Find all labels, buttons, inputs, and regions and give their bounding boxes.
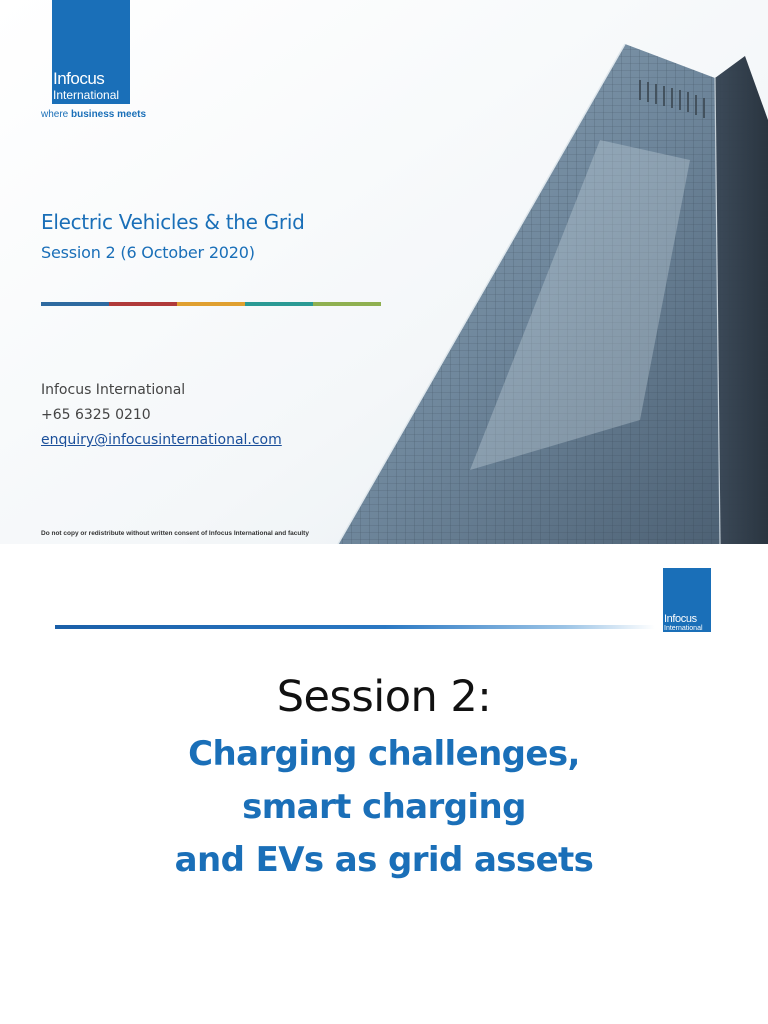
- logo-sub: International: [53, 88, 120, 102]
- deck-subtitle: Session 2 (6 October 2020): [41, 243, 255, 262]
- logo-name: Infocus: [664, 613, 697, 625]
- session-subtitle-line: and EVs as grid assets: [174, 840, 594, 880]
- contact-phone: +65 6325 0210: [41, 407, 151, 423]
- stripe-segment: [245, 302, 313, 306]
- session-slide: [0, 544, 768, 1024]
- stripe-segment: [41, 302, 109, 306]
- contact-org: Infocus International: [41, 382, 186, 398]
- disclaimer: Do not copy or redistribute without written consent of Infocus International and faculty: [41, 530, 309, 537]
- session-subtitle-line: smart charging: [242, 787, 526, 827]
- session-title: Session 2:: [276, 672, 492, 722]
- color-stripe-divider: [41, 302, 381, 306]
- logo-sub: International: [664, 625, 703, 632]
- deck-title: Electric Vehicles & the Grid: [41, 210, 305, 234]
- logo-name: Infocus: [53, 69, 105, 88]
- logo-tagline: where business meets: [41, 109, 147, 120]
- stripe-segment: [313, 302, 381, 306]
- contact-email-link[interactable]: enquiry@infocusinternational.com: [41, 432, 282, 448]
- header-rule: [55, 625, 655, 629]
- session-subtitle-line: Charging challenges,: [188, 734, 580, 774]
- stripe-segment: [177, 302, 245, 306]
- stripe-segment: [109, 302, 177, 306]
